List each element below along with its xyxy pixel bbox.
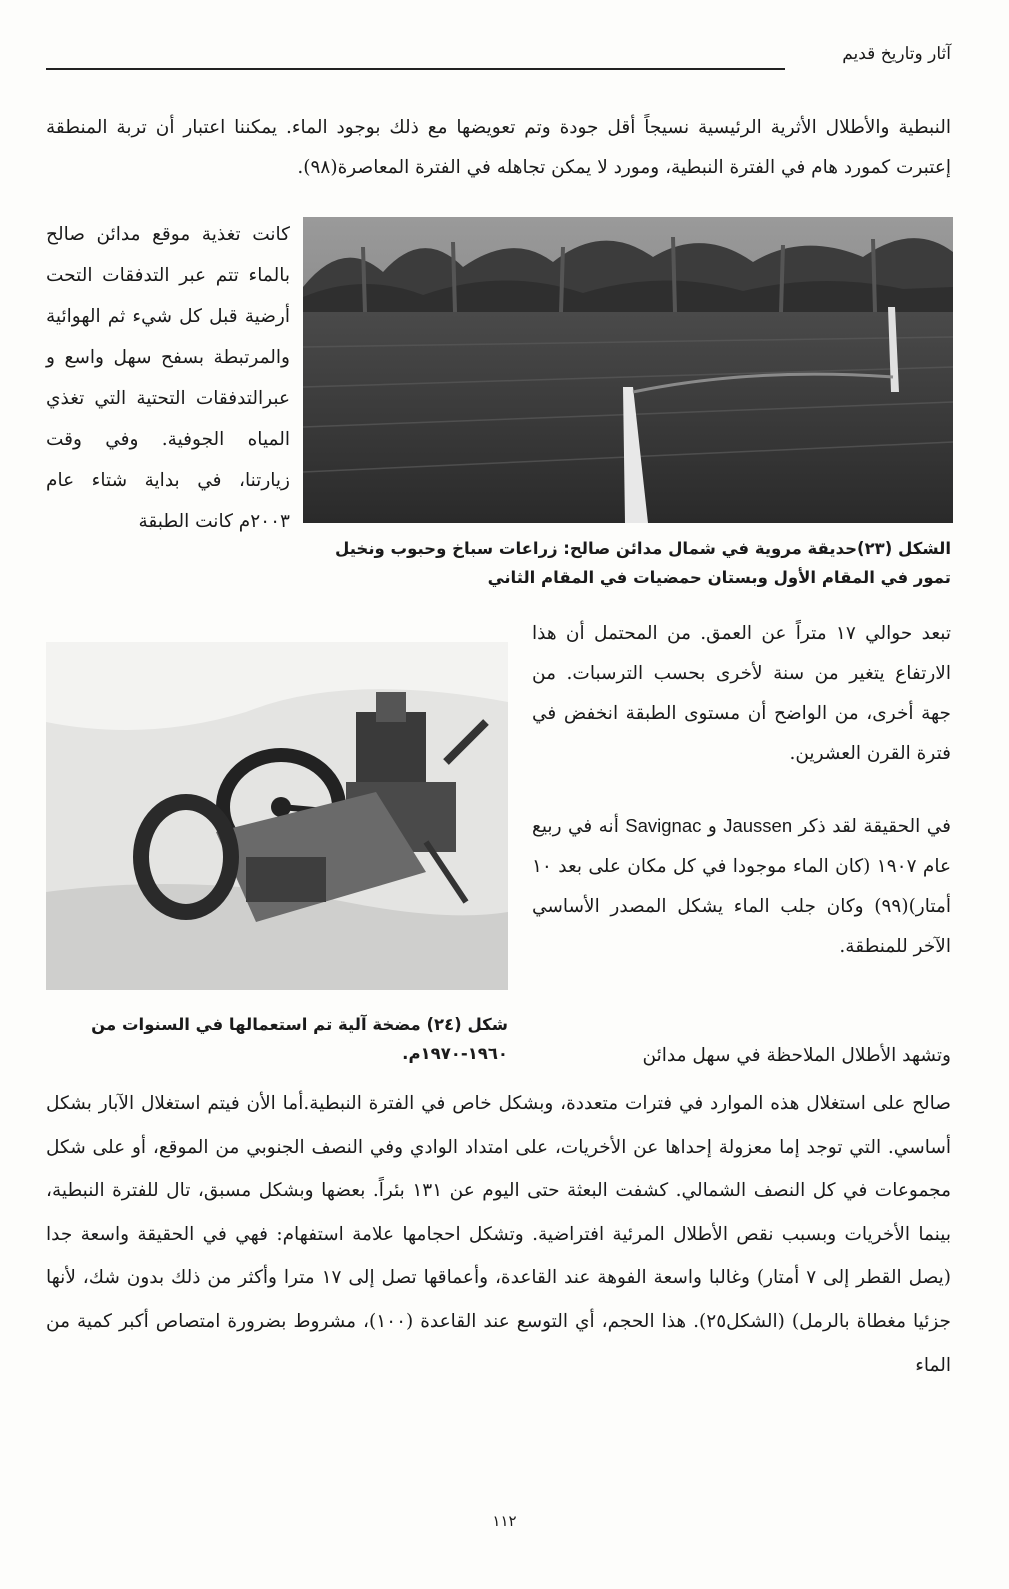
paragraph-mid-2	[532, 806, 951, 967]
running-head: آثار وتاريخ قديم	[842, 44, 951, 64]
paragraph-mid-2-part-b: و	[701, 816, 724, 837]
paragraph-bottom-lead: وتشهد الأطلال الملاحظة في سهل مدائن	[642, 1045, 951, 1066]
figure-24-caption: شكل (٢٤) مضخة آلية تم استعمالها في السنوات من ١٩٦٠-١٩٧٠م.	[91, 1015, 508, 1063]
irrigated-garden-image	[303, 217, 953, 523]
paragraph-bottom: صالح على استغلال هذه الموارد في فترات متعددة، وبشكل خاص في الفترة النبطية.أما الأن فيتم استغلال الآبار بشكل أساسي. التي توجد إما معزولة إحداها عن الأخريات، على امتداد الوادي وفي النصف الجنوبي من الموقع، أو على شكل مجموعات في كل النصف الشمالي. كشفت البعثة حتى اليوم عن ١٣١ بئراً. بعضها وبشكل مسبق، تال للفترة النبطية، بينما الأخريات وبسبب نقص الأطلال المرئية افتراضية. وتشكل احجامها علامة استفهام: فهي في الحقيقة واسعة جدا (يصل القطر إلى ٧ أمتار) وغالبا واسعة الفوهة عند القاعدة، وأعماقها تصل إلى ١٧ مترا وأكثر من ذلك بدون شك، لأنها جزئيا مغطاة بالرمل) (الشكل٢٥). هذا الحجم، أي التوسع عند القاعدة (١٠٠)، مشروط بضرورة امتصاص أكبر كمية من الماء	[46, 1093, 951, 1376]
paragraph-mid-2-part-a: في الحقيقة لقد ذكر	[792, 816, 951, 837]
page-number: ١١٢	[492, 1512, 517, 1530]
figure-23-photo	[303, 217, 953, 523]
author-name-savignac: Savignac	[625, 815, 702, 836]
figure-23-caption: الشكل (٢٣)حديقة مروية في شمال مدائن صالح: زراعات سباخ وحبوب ونخيل تمور في المقام الأول وبستان حمضيات في المقام الثاني	[334, 539, 951, 587]
author-name-jaussen: Jaussen	[723, 815, 793, 836]
header-rule	[46, 68, 785, 70]
paragraph-mid-1: تبعد حوالي ١٧ متراً عن العمق. من المحتمل أن هذا الارتفاع يتغير من سنة لأخرى بحسب الترسبات. من جهة أخرى، من الواضح أن مستوى الطبقة انخفض في فترة القرن العشرين.	[532, 623, 951, 764]
paragraph-side: كانت تغذية موقع مدائن صالح بالماء تتم عبر التدفقات التحت أرضية قبل كل شيء ثم الهوائية والمرتبطة بسفح سهل واسع و عبرالتدفقات التحتية التي تغذي المياه الجوفية. وفي وقت زيارتنا، في بداية شتاء عام ٢٠٠٣م كانت الطبقة	[46, 224, 290, 532]
paragraph-top: النبطية والأطلال الأثرية الرئيسية نسيجاً أقل جودة وتم تعويضها مع ذلك بوجود الماء. يمكننا اعتبار أن تربة المنطقة إعتبرت كمورد هام في الفترة النبطية، ومورد لا يمكن تجاهله في الفترة المعاصرة(٩٨).	[46, 117, 951, 178]
figure-24-photo	[46, 642, 508, 990]
paragraph-mid-2-part-c: أنه في ربيع عام ١٩٠٧ (كان الماء موجودا في كل مكان على بعد ١٠ أمتار)(٩٩) وكان جلب الماء يشكل المصدر الأساسي الآخر للمنطقة.	[532, 816, 951, 957]
mechanical-pump-image	[46, 642, 508, 990]
